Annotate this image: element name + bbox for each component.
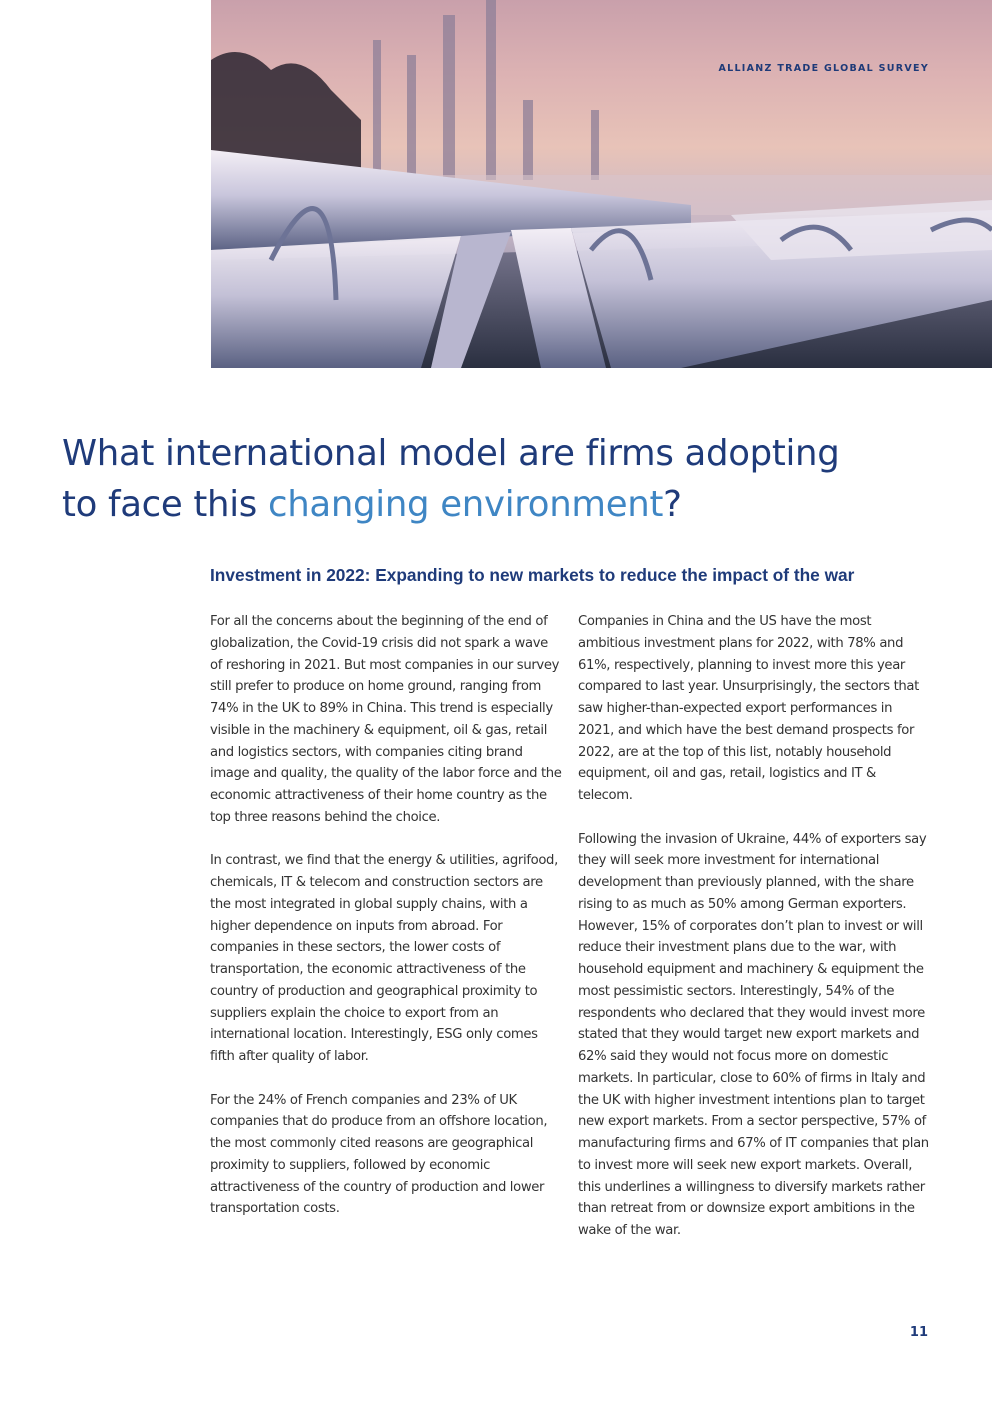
hero-image [211,0,992,368]
paragraph: Companies in China and the US have the most ambitious investment plans for 2022, with 78% and 61%, respectively, planning to invest more this year compared to last year. Unsurprisingly, the sectors that saw higher-than-expected export performances in 2021, and which have the best demand prospects for 2022, are at the top of this list, notably household equipment, oil and gas, retail, logistics and IT & telecom. [578,614,919,803]
paragraph: Following the invasion of Ukraine, 44% of exporters say they will seek more investment for international development than previously planned, with the share rising to as much as 50% among German exporters. However, 15% of corporates don’t plan to invest or will reduce their investment plans due to the war, with household equipment and machinery & equipment the most pessimistic sectors. Interestingly, 54% of the respondents who declared that they would invest more stated that they would target new export markets and 62% said they would not focus more on domestic markets. In particular, close to 60% of firms in Italy and the UK with higher investment intentions plan to target new export markets. From a sector perspective, 57% of manufacturing firms and 67% of IT companies that plan to invest more will seek new export markets. Overall, this underlines a willingness to diversify markets rather than retreat from or downsize export ambitions in the wake of the war. [578,831,929,1238]
page-number: 11 [909,1325,928,1340]
right-column [578,611,930,1264]
pipeline-illustration [211,0,992,368]
title-line-2: to face this [62,484,268,525]
section-subheading: Investment in 2022: Expanding to new markets to reduce the impact of the war [210,565,855,585]
paragraph: For all the concerns about the beginning of the end of globalization, the Covid-19 crisis did not spark a wave of reshoring in 2021. But most companies in our survey still prefer to produce on home ground, ranging from 74% in the UK to 89% in China. This trend is especially visible in the machinery & equipment, oil & gas, retail and logistics sectors, with companies citing brand image and quality, the quality of the labor force and the economic attractiveness of their home country as the top three reasons behind the choice. [210,614,562,825]
paragraph: In contrast, we find that the energy & utilities, agrifood, chemicals, IT & telecom and construction sectors are the most integrated in global supply chains, with a higher dependence on inputs from abroad. For companies in these sectors, the lower costs of transportation, the economic attractiveness of the country of production and geographical proximity to suppliers explain the choice to export from an international location. Interestingly, ESG only comes fifth after quality of labor. [210,853,558,1064]
title-end: ? [663,484,682,525]
left-column [210,611,562,1242]
title-line-1: What international model are firms adopting [62,433,840,474]
survey-label: ALLIANZ TRADE GLOBAL SURVEY [718,63,929,74]
paragraph: For the 24% of French companies and 23% of UK companies that do produce from an offshore location, the most commonly cited reasons are geographical proximity to suppliers, followed by economic attractiveness of the country of production and lower transportation costs. [210,1092,548,1217]
refinery-towers [373,0,599,180]
title-accent: changing environment [267,484,664,525]
page-title [62,428,942,530]
